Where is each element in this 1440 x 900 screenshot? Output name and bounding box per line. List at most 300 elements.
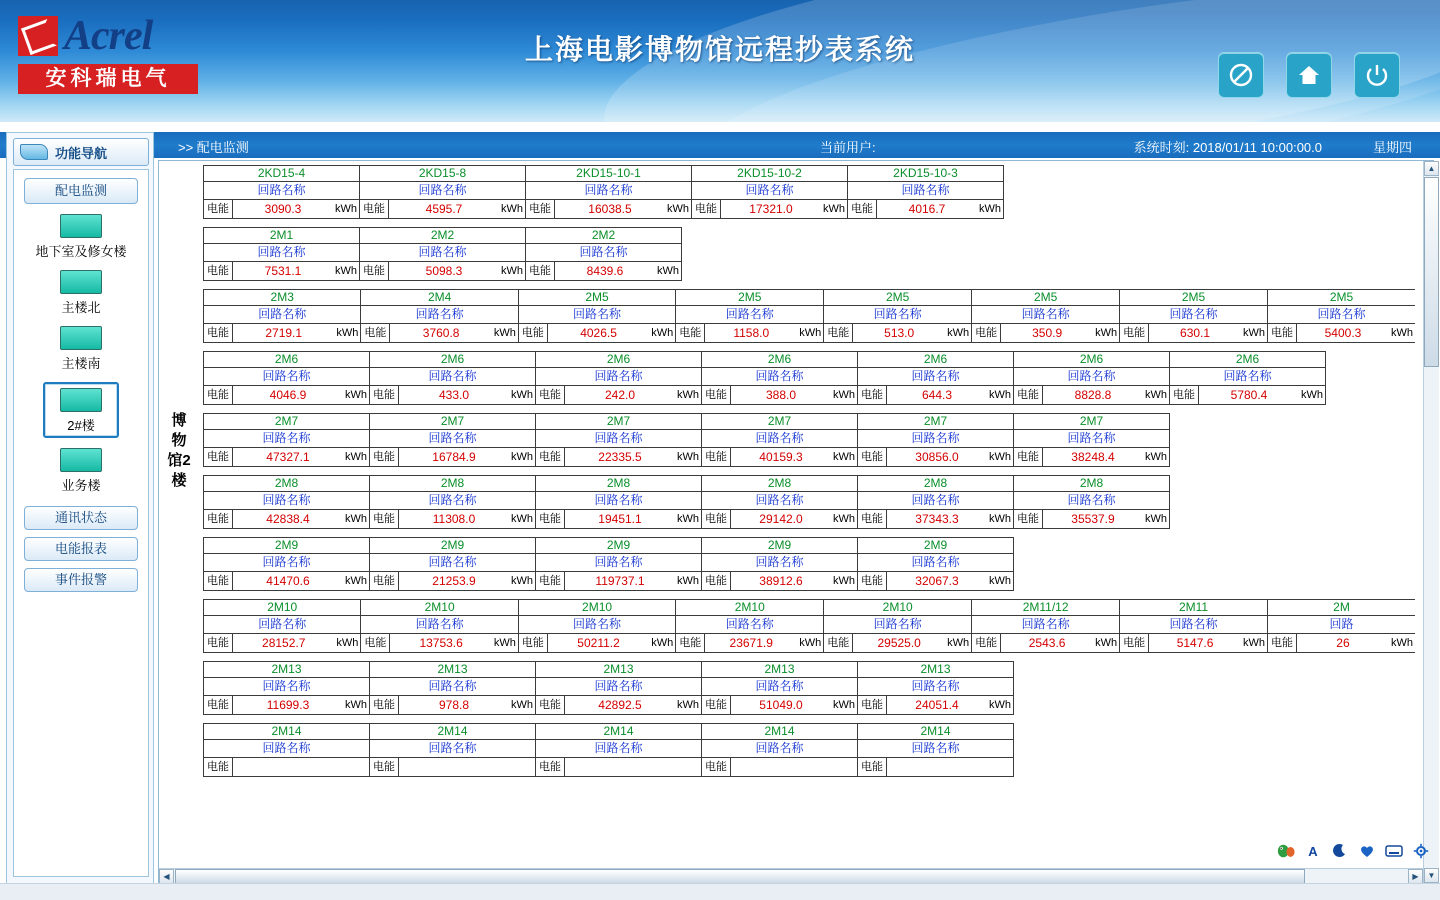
energy-value: 3090.3: [264, 202, 302, 216]
energy-row: [370, 448, 535, 466]
energy-unit: kWh: [833, 389, 855, 401]
keyboard-icon[interactable]: [1385, 842, 1403, 860]
meter-cell[interactable]: [203, 413, 370, 467]
circuit-name-label: 回路名称: [536, 492, 701, 510]
circuit-name-label: 回路名称: [519, 306, 675, 324]
energy-row: [1014, 510, 1169, 528]
circuit-name-label: 回路名称: [702, 678, 857, 696]
meter-id-label: 2M7: [370, 414, 535, 430]
meter-cell[interactable]: [369, 351, 536, 405]
forbid-icon[interactable]: [1218, 52, 1264, 98]
weekday-label: 星期四: [1372, 140, 1412, 155]
sidebar-item-building-2[interactable]: [43, 382, 119, 438]
circuit-name-label: 回路名称: [536, 678, 701, 696]
meter-id-label: 2M6: [536, 352, 701, 368]
energy-unit: kWh: [511, 389, 533, 401]
meter-cell[interactable]: [535, 537, 702, 591]
circuit-name-label: 回路名称: [370, 492, 535, 510]
meter-id-label: 2M6: [204, 352, 369, 368]
meter-cell[interactable]: [203, 599, 361, 653]
energy-label: 电能: [204, 758, 233, 776]
meter-cell[interactable]: [203, 289, 361, 343]
energy-row: [1120, 324, 1267, 342]
meter-cell[interactable]: [857, 475, 1014, 529]
meter-cell[interactable]: [701, 413, 858, 467]
energy-value: 21253.9: [432, 574, 476, 588]
energy-value: 17321.0: [749, 202, 793, 216]
energy-label: 电能: [702, 696, 731, 714]
meter-cell[interactable]: [675, 599, 824, 653]
energy-unit: kWh: [677, 451, 699, 463]
circuit-name-label: 回路名称: [1120, 306, 1267, 324]
energy-value: 2719.1: [265, 326, 303, 340]
circuit-name-label: 回路名称: [536, 554, 701, 572]
circuit-name-label: 回路名称: [858, 492, 1013, 510]
meter-id-label: 2M14: [858, 724, 1013, 740]
energy-row: [858, 758, 1013, 776]
meter-id-label: 2M6: [1014, 352, 1169, 368]
circuit-name-label: 回路名称: [702, 554, 857, 572]
circuit-name-label: 回路名称: [702, 740, 857, 758]
circuit-name-label: 回路名称: [526, 182, 691, 200]
meter-id-label: 2M13: [204, 662, 369, 678]
meter-id-label: 2M13: [536, 662, 701, 678]
meter-id-label: 2M8: [858, 476, 1013, 492]
meter-id-label: 2M7: [204, 414, 369, 430]
meter-cell[interactable]: [691, 165, 848, 219]
energy-label: 电能: [1120, 634, 1149, 652]
meter-cell[interactable]: [701, 351, 858, 405]
energy-value: 119737.1: [595, 574, 645, 588]
energy-unit: kWh: [1145, 451, 1167, 463]
meter-cell[interactable]: [701, 537, 858, 591]
meter-cell[interactable]: [535, 661, 702, 715]
circuit-name-label: 回路名称: [360, 182, 525, 200]
circuit-name-label: 回路名称: [972, 616, 1119, 634]
energy-value: 42838.4: [266, 512, 310, 526]
energy-row: [519, 324, 675, 342]
energy-row: [370, 572, 535, 590]
energy-row: [204, 200, 359, 218]
energy-label: 电能: [702, 572, 731, 590]
energy-unit: kWh: [493, 637, 516, 649]
meter-cell[interactable]: [675, 289, 824, 343]
meter-cell[interactable]: [1119, 289, 1268, 343]
energy-unit: kWh: [345, 451, 367, 463]
energy-value: 35537.9: [1071, 512, 1115, 526]
meter-id-label: 2M9: [204, 538, 369, 554]
meter-cell[interactable]: [525, 227, 682, 281]
meter-cell[interactable]: [203, 537, 370, 591]
energy-label: 电能: [858, 696, 887, 714]
meter-cell[interactable]: [203, 165, 360, 219]
energy-value: 22335.5: [598, 450, 642, 464]
meter-row: [203, 599, 1415, 653]
meter-row: [203, 661, 1415, 715]
energy-row: [702, 448, 857, 466]
meter-id-label: 2M9: [370, 538, 535, 554]
energy-row: [858, 572, 1013, 590]
meter-cell[interactable]: [1013, 475, 1170, 529]
meter-id-label: 2M8: [370, 476, 535, 492]
meter-cell[interactable]: [701, 661, 858, 715]
meter-row: [203, 289, 1415, 343]
energy-unit: kWh: [336, 637, 359, 649]
meter-id-label: 2M5: [824, 290, 971, 306]
meter-cell[interactable]: [203, 661, 370, 715]
energy-row: [370, 510, 535, 528]
energy-label: 电能: [370, 386, 399, 404]
energy-label: 电能: [370, 448, 399, 466]
energy-unit: kWh: [493, 327, 516, 339]
circuit-name-label: 回路名称: [972, 306, 1119, 324]
meter-cell[interactable]: [535, 475, 702, 529]
energy-unit: kWh: [979, 203, 1001, 215]
meter-cell[interactable]: [701, 723, 858, 777]
meter-cell[interactable]: [369, 661, 536, 715]
meter-cell[interactable]: [369, 413, 536, 467]
energy-unit: kWh: [1390, 637, 1413, 649]
circuit-name-label: 回路名称: [204, 678, 369, 696]
meter-id-label: 2M14: [370, 724, 535, 740]
energy-row: [536, 758, 701, 776]
meter-id-label: 2KD15-4: [204, 166, 359, 182]
meter-cell[interactable]: [535, 413, 702, 467]
building-chip-icon: [60, 326, 102, 350]
energy-value: 11699.3: [266, 698, 310, 712]
circuit-name-label: 回路名称: [519, 616, 675, 634]
sidebar-button-comm-status[interactable]: 通讯状态: [24, 506, 138, 530]
energy-row: [204, 572, 369, 590]
energy-unit: kWh: [833, 513, 855, 525]
energy-row: [702, 696, 857, 714]
circuit-name-label: 回路名称: [1014, 430, 1169, 448]
sidebar-item-business-building[interactable]: [31, 448, 131, 494]
energy-row: [972, 634, 1119, 652]
scroll-left-arrow[interactable]: ◀: [159, 869, 174, 884]
meter-id-label: 2M13: [858, 662, 1013, 678]
page-title: 上海电影博物馆远程抄表系统: [524, 33, 915, 66]
breadcrumb-bar: [0, 132, 1440, 158]
meter-cell[interactable]: [203, 475, 370, 529]
meter-cell[interactable]: [369, 723, 536, 777]
meter-id-label: 2KD15-10-3: [848, 166, 1003, 182]
meter-cell[interactable]: [518, 599, 676, 653]
sidebar-item-basement[interactable]: [31, 214, 131, 260]
system-time-label: 系统时刻:: [1133, 140, 1190, 155]
meter-id-label: 2M7: [1014, 414, 1169, 430]
meter-id-label: 2M10: [204, 600, 360, 616]
meter-cell[interactable]: [1013, 413, 1170, 467]
energy-row: [536, 696, 701, 714]
energy-label: 电能: [536, 510, 565, 528]
energy-label: 电能: [1268, 634, 1297, 652]
meter-id-label: 2M14: [536, 724, 701, 740]
power-icon[interactable]: [1354, 52, 1400, 98]
energy-row: [536, 572, 701, 590]
energy-row: [204, 386, 369, 404]
energy-label: 电能: [204, 572, 233, 590]
energy-label: 电能: [824, 324, 853, 342]
horizontal-scrollbar[interactable]: [159, 868, 1423, 884]
energy-unit: kWh: [335, 265, 357, 277]
energy-unit: kWh: [823, 203, 845, 215]
meter-cell[interactable]: [857, 351, 1014, 405]
meter-cell[interactable]: [971, 289, 1120, 343]
energy-label: 电能: [848, 200, 877, 218]
energy-label: 电能: [702, 386, 731, 404]
energy-label: 电能: [204, 448, 233, 466]
energy-row: [204, 448, 369, 466]
energy-value: 51049.0: [759, 698, 803, 712]
energy-value: 5780.4: [1230, 388, 1268, 402]
energy-label: 电能: [676, 324, 705, 342]
meter-cell[interactable]: [203, 351, 370, 405]
energy-value: 40159.3: [759, 450, 803, 464]
circuit-name-label: 回路名称: [370, 678, 535, 696]
energy-unit: kWh: [511, 451, 533, 463]
circuit-name-label: 回路名称: [676, 616, 823, 634]
energy-value: 32067.3: [915, 574, 959, 588]
energy-row: [526, 200, 691, 218]
energy-row: [1014, 386, 1169, 404]
energy-row: [536, 386, 701, 404]
meter-id-label: 2M1: [204, 228, 359, 244]
meter-cell[interactable]: [1169, 351, 1326, 405]
meter-cell[interactable]: [857, 537, 1014, 591]
energy-unit: kWh: [989, 513, 1011, 525]
energy-label: 电能: [676, 634, 705, 652]
energy-row: [361, 324, 517, 342]
energy-label: 电能: [1014, 448, 1043, 466]
energy-unit: kWh: [336, 327, 359, 339]
energy-label: 电能: [360, 262, 389, 280]
meter-row: [203, 413, 1415, 467]
energy-row: [204, 634, 360, 652]
energy-value: 30856.0: [915, 450, 959, 464]
energy-label: 电能: [360, 200, 389, 218]
meter-id-label: 2M14: [702, 724, 857, 740]
energy-unit: kWh: [511, 575, 533, 587]
energy-value: 16784.9: [432, 450, 476, 464]
energy-value: 4046.9: [269, 388, 307, 402]
meter-id-label: 2M9: [858, 538, 1013, 554]
circuit-name-label: 回路名称: [204, 554, 369, 572]
energy-value: 38912.6: [759, 574, 803, 588]
energy-value: 4016.7: [908, 202, 946, 216]
meter-cell[interactable]: [1119, 599, 1268, 653]
meter-cell[interactable]: [535, 351, 702, 405]
energy-row: [702, 386, 857, 404]
energy-value: 5147.6: [1176, 636, 1214, 650]
sidebar-item-main-south[interactable]: [31, 326, 131, 372]
sidebar-section-power-monitor[interactable]: 配电监测: [24, 178, 138, 204]
energy-value: 16038.5: [588, 202, 632, 216]
energy-value: 433.0: [438, 388, 470, 402]
circuit-name-label: 回路名称: [858, 678, 1013, 696]
energy-label: 电能: [858, 448, 887, 466]
energy-value: 28152.7: [262, 636, 306, 650]
meter-cell[interactable]: [847, 165, 1004, 219]
input-method-icon[interactable]: [1277, 842, 1295, 860]
nav-header: [13, 138, 149, 166]
circuit-name-label: 回路名称: [702, 430, 857, 448]
meter-id-label: 2M3: [204, 290, 360, 306]
meter-cell[interactable]: [203, 723, 370, 777]
meter-id-label: 2KD15-8: [360, 166, 525, 182]
meter-id-label: 2M10: [676, 600, 823, 616]
meter-id-label: 2M8: [536, 476, 701, 492]
energy-label: 电能: [536, 758, 565, 776]
energy-row: [204, 262, 359, 280]
energy-row: [370, 386, 535, 404]
energy-label: 电能: [204, 262, 233, 280]
energy-label: 电能: [972, 324, 1001, 342]
meter-id-label: 2KD15-10-1: [526, 166, 691, 182]
energy-row: [702, 572, 857, 590]
energy-label: 电能: [702, 758, 731, 776]
meter-cell[interactable]: [701, 475, 858, 529]
meter-cell[interactable]: [518, 289, 676, 343]
energy-value: 29142.0: [759, 512, 803, 526]
circuit-name-label: 回路名称: [1014, 368, 1169, 386]
energy-value: 1158.0: [733, 326, 770, 340]
circuit-name-label: 回路名称: [361, 306, 517, 324]
meter-cell[interactable]: [360, 289, 518, 343]
scroll-up-arrow[interactable]: ▲: [1424, 161, 1439, 176]
meter-row: [203, 227, 1415, 281]
meter-cell[interactable]: [535, 723, 702, 777]
meter-id-label: 2M5: [972, 290, 1119, 306]
circuit-name-label: 回路名称: [204, 306, 360, 324]
letter-a-icon[interactable]: [1304, 842, 1322, 860]
circuit-name-label: 回路名称: [204, 492, 369, 510]
energy-row: [702, 758, 857, 776]
sidebar-item-label: 2#楼: [67, 418, 95, 433]
sidebar-item-label: 业务楼: [61, 478, 101, 493]
sidebar-button-event-alarm[interactable]: 事件报警: [24, 568, 138, 592]
meter-id-label: 2M6: [702, 352, 857, 368]
energy-value: 13753.6: [419, 636, 463, 650]
energy-row: [1170, 386, 1325, 404]
meter-cell[interactable]: [203, 227, 360, 281]
meter-cell[interactable]: [369, 537, 536, 591]
sidebar-item-main-north[interactable]: [31, 270, 131, 316]
energy-label: 电能: [361, 634, 390, 652]
scroll-down-arrow[interactable]: ▼: [1424, 868, 1439, 883]
building-chip-icon: [60, 214, 102, 238]
energy-value: 50211.2: [577, 636, 620, 650]
floor-label: 博物馆2楼: [167, 412, 191, 489]
energy-value: 26: [1336, 636, 1350, 650]
home-icon[interactable]: [1286, 52, 1332, 98]
energy-value: 42892.5: [598, 698, 642, 712]
circuit-name-label: 回路名称: [360, 244, 525, 262]
nav-body: [13, 169, 149, 877]
meter-cell[interactable]: [971, 599, 1120, 653]
energy-label: 电能: [858, 758, 887, 776]
energy-label: 电能: [370, 696, 399, 714]
meter-cell[interactable]: [359, 165, 526, 219]
circuit-name-label: 回路名称: [1268, 306, 1415, 324]
meter-cell[interactable]: [1267, 599, 1415, 653]
sidebar-button-energy-report[interactable]: 电能报表: [24, 537, 138, 561]
energy-label: 电能: [536, 386, 565, 404]
energy-value: 11308.0: [432, 512, 476, 526]
sidebar-item-label: 主楼北: [61, 300, 101, 315]
energy-value: 8439.6: [586, 264, 624, 278]
meter-cell[interactable]: [857, 661, 1014, 715]
energy-row: [204, 510, 369, 528]
system-time: [1134, 137, 1322, 156]
brand-chinese-text: 安科瑞电气: [18, 64, 198, 94]
circuit-name-label: 回路名称: [204, 740, 369, 758]
vertical-scroll-thumb[interactable]: [1424, 177, 1439, 367]
energy-label: 电能: [204, 324, 233, 342]
meter-id-label: 2M6: [370, 352, 535, 368]
gear-icon[interactable]: [1412, 842, 1430, 860]
meter-id-label: 2M5: [519, 290, 675, 306]
meter-id-label: 2M4: [361, 290, 517, 306]
meter-cell[interactable]: [1267, 289, 1415, 343]
energy-value: 23671.9: [729, 636, 773, 650]
meter-cell[interactable]: [360, 599, 518, 653]
energy-row: [972, 324, 1119, 342]
energy-unit: kWh: [1390, 327, 1413, 339]
energy-unit: kWh: [989, 389, 1011, 401]
energy-label: 电能: [692, 200, 721, 218]
energy-row: [692, 200, 847, 218]
moon-icon[interactable]: [1331, 842, 1349, 860]
meter-cell[interactable]: [359, 227, 526, 281]
energy-row: [204, 696, 369, 714]
energy-value: 388.0: [765, 388, 797, 402]
energy-value: 38248.4: [1071, 450, 1115, 464]
meter-cell[interactable]: [525, 165, 692, 219]
circuit-name-label: 回路名称: [536, 368, 701, 386]
meter-cell[interactable]: [1013, 351, 1170, 405]
energy-unit: kWh: [989, 699, 1011, 711]
energy-row: [858, 386, 1013, 404]
energy-unit: kWh: [345, 389, 367, 401]
meter-cell[interactable]: [857, 723, 1014, 777]
energy-label: 电能: [204, 510, 233, 528]
energy-value: 19451.1: [598, 512, 642, 526]
meter-id-label: 2M10: [519, 600, 675, 616]
energy-label: 电能: [858, 386, 887, 404]
scroll-right-arrow[interactable]: ▶: [1408, 869, 1423, 884]
energy-unit: kWh: [677, 699, 699, 711]
vertical-scrollbar[interactable]: [1423, 161, 1439, 883]
energy-row: [1014, 448, 1169, 466]
meter-cell[interactable]: [823, 289, 972, 343]
energy-unit: kWh: [1301, 389, 1323, 401]
energy-unit: kWh: [1095, 327, 1118, 339]
heart-icon[interactable]: [1358, 842, 1376, 860]
energy-label: 电能: [1120, 324, 1149, 342]
meter-cell[interactable]: [857, 413, 1014, 467]
energy-value: 5098.3: [425, 264, 463, 278]
navigation-icon: [20, 144, 48, 160]
horizontal-scroll-thumb[interactable]: [175, 869, 1305, 884]
energy-value: 5400.3: [1324, 326, 1362, 340]
energy-row: [1120, 634, 1267, 652]
meter-id-label: 2M7: [702, 414, 857, 430]
meter-row: [203, 165, 1415, 219]
meter-cell[interactable]: [823, 599, 972, 653]
meter-cell[interactable]: [369, 475, 536, 529]
energy-value: 29525.0: [877, 636, 921, 650]
